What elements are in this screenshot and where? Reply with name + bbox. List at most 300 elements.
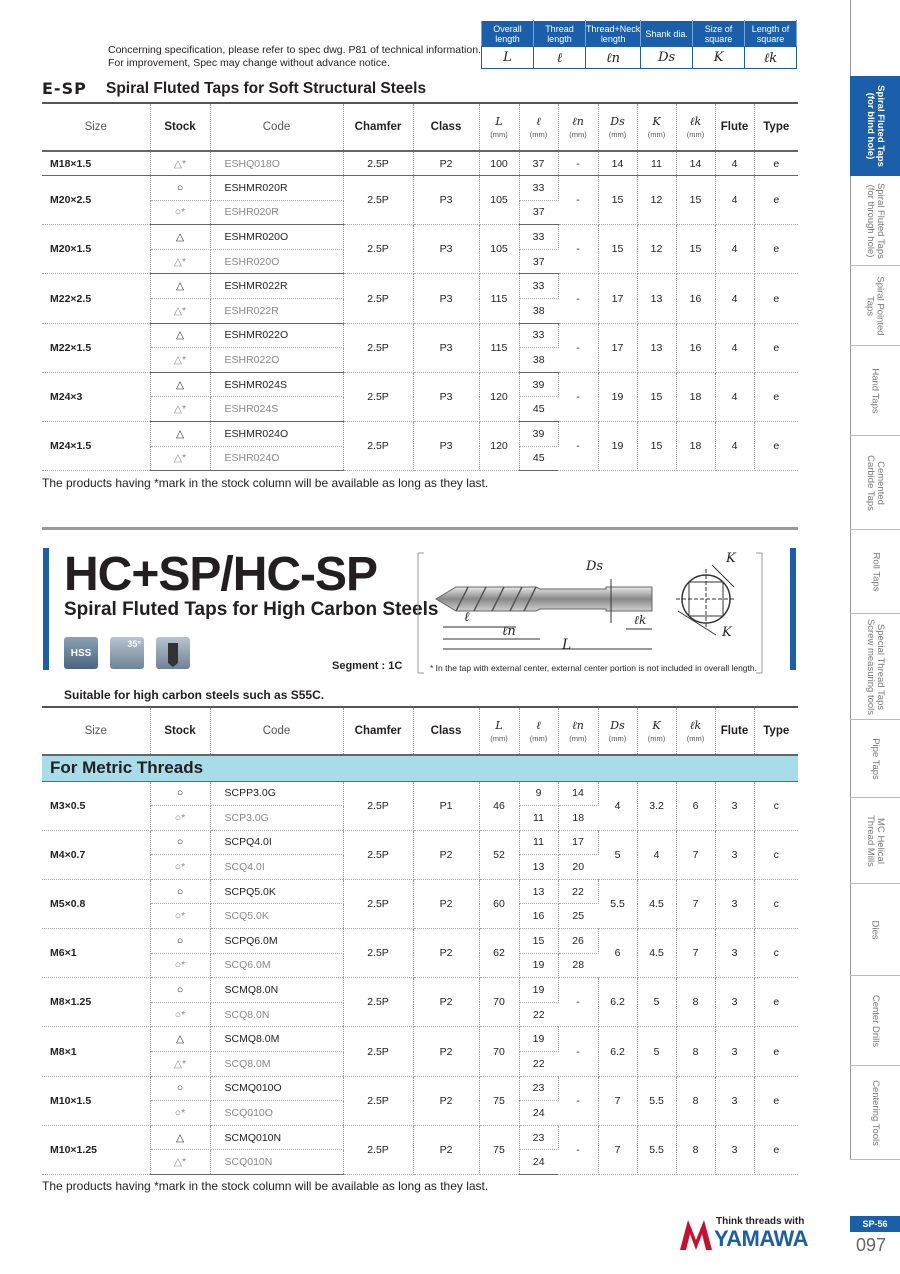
sidebar-tab-label: MC Helical Thread Mills (865, 815, 886, 867)
chamfer-cell: 2.5P (343, 1076, 413, 1125)
code-cell: ESHMR022O (210, 323, 343, 348)
thread-length-cell: 22 (519, 1052, 558, 1077)
neck-length-cell: 17 (558, 830, 598, 855)
column-code (210, 103, 343, 151)
stock-cell: ○* (150, 855, 210, 880)
sidebar-tab[interactable] (850, 798, 900, 884)
lk-cell: 14 (676, 151, 715, 176)
table-row (42, 176, 798, 201)
sidebar-tab[interactable] (850, 436, 900, 530)
legend-header: Thread length (533, 21, 585, 47)
column-stock-label: Stock (164, 121, 196, 133)
flute-cell: 4 (715, 274, 754, 323)
k-cell: 12 (637, 176, 676, 225)
flute-cell: 3 (715, 879, 754, 928)
label-lk: ℓk (634, 613, 647, 627)
L-cell: 115 (479, 274, 519, 323)
section-row (42, 755, 798, 781)
L-cell: 46 (479, 781, 519, 830)
type-cell: e (754, 176, 798, 225)
sidebar-tab[interactable] (850, 976, 900, 1066)
code-cell: ESHMR024O (210, 422, 343, 447)
thread-length-cell: 24 (519, 1101, 558, 1126)
lk-cell: 16 (676, 274, 715, 323)
k-cell: 5.5 (637, 1076, 676, 1125)
ds-cell: 5.5 (598, 879, 637, 928)
code-cell: SCMQ8.0M (210, 1027, 343, 1052)
type-cell: e (754, 1076, 798, 1125)
column-class (413, 103, 479, 151)
blind-hole-icon (156, 637, 190, 669)
stock-cell: △ (150, 274, 210, 299)
table-row (42, 1076, 798, 1101)
code-cell: SCP3.0G (210, 806, 343, 831)
table-row (42, 372, 798, 397)
thread-length-cell: 37 (519, 249, 558, 274)
class-cell: P3 (413, 372, 479, 421)
column-class-label: Class (430, 121, 462, 133)
page-number: 097 (856, 1235, 887, 1255)
column-unit: (mm) (529, 130, 548, 139)
chamfer-cell: 2.5P (343, 929, 413, 978)
column-unit: (mm) (569, 130, 587, 139)
chamfer-cell: 2.5P (343, 879, 413, 928)
column-unit: (mm) (647, 130, 666, 139)
yamawa-logo-icon (680, 1216, 712, 1250)
legend-header: Length of square (745, 21, 797, 47)
table-row (42, 830, 798, 855)
code-cell: SCPQ5.0K (210, 879, 343, 904)
stock-cell: △ (150, 422, 210, 447)
legend-symbol: ℓn (585, 47, 640, 69)
neck-length-cell: 20 (558, 855, 598, 880)
code-cell: SCMQ010O (210, 1076, 343, 1101)
thread-length-cell: 24 (519, 1150, 558, 1175)
type-cell: c (754, 781, 798, 830)
flute-cell: 4 (715, 422, 754, 471)
type-cell: c (754, 879, 798, 928)
sidebar-tab[interactable] (850, 76, 900, 176)
sidebar-tab-label: Dies (869, 920, 881, 940)
k-cell: 4.5 (637, 929, 676, 978)
ds-cell: 7 (598, 1125, 637, 1174)
thread-length-cell: 19 (519, 978, 558, 1003)
flute-cell: 4 (715, 372, 754, 421)
thread-length-cell: 37 (519, 151, 558, 176)
chamfer-cell: 2.5P (343, 978, 413, 1027)
stock-cell: ○* (150, 200, 210, 225)
chamfer-cell: 2.5P (343, 176, 413, 225)
column-unit: (mm) (490, 734, 508, 743)
size-cell: M24×3 (42, 372, 150, 421)
tap-diagram (416, 551, 764, 675)
spec-note: Concerning specification, please refer to spec dwg. P81 of technical information. For improvement, Spec may change without advance notice. (108, 44, 481, 69)
column-unit: (mm) (529, 734, 548, 743)
blind-hole-badge (156, 637, 190, 669)
column-unit: (mm) (608, 734, 627, 743)
code-cell: SCPP3.0G (210, 781, 343, 806)
code-cell: SCQ5.0K (210, 904, 343, 929)
column-ds (598, 103, 637, 151)
thread-length-cell: 23 (519, 1125, 558, 1150)
sidebar-tab-label: Pipe Taps (870, 738, 881, 780)
thread-length-cell: 11 (519, 806, 558, 831)
code-cell: ESHQ018O (210, 151, 343, 176)
column-code-label: Code (262, 725, 291, 737)
sidebar-tab[interactable] (850, 530, 900, 614)
thread-length-cell: 16 (519, 904, 558, 929)
column-ds-symbol: Ds (610, 719, 625, 732)
thread-length-cell: 13 (519, 879, 558, 904)
type-cell: e (754, 1125, 798, 1174)
flute-cell: 4 (715, 225, 754, 274)
ln-cell: - (558, 422, 598, 471)
stock-cell: ○ (150, 830, 210, 855)
code-cell: SCQ8.0M (210, 1052, 343, 1077)
column-type (754, 103, 798, 151)
neck-length-cell: - (558, 1027, 598, 1076)
hcsp-title: HC+SP/HC-SP (64, 548, 378, 601)
column-ln-symbol: ℓn (572, 719, 584, 732)
column-ln-symbol: ℓn (572, 115, 584, 128)
legend-symbol: ℓ (533, 47, 585, 69)
ds-cell: 4 (598, 781, 637, 830)
stock-cell: ○* (150, 953, 210, 978)
column-lk-symbol: ℓk (689, 115, 702, 128)
ln-cell: - (558, 372, 598, 421)
neck-length-cell: - (558, 978, 598, 1027)
class-cell: P2 (413, 879, 479, 928)
L-cell: 52 (479, 830, 519, 879)
thread-length-cell: 33 (519, 274, 558, 299)
size-cell: M3×0.5 (42, 781, 150, 830)
column-lk (676, 103, 715, 151)
table-row (42, 929, 798, 954)
tab-divider (850, 1159, 900, 1160)
column-flute (715, 103, 754, 151)
sidebar-tab[interactable] (850, 346, 900, 436)
neck-length-cell: 18 (558, 806, 598, 831)
lk-cell: 16 (676, 323, 715, 372)
hcsp-table (42, 706, 798, 1175)
code-cell: ESHR022R (210, 299, 343, 324)
stock-cell: ○ (150, 978, 210, 1003)
sidebar-tab[interactable] (850, 1066, 900, 1160)
hcsp-subtitle: Spiral Fluted Taps for High Carbon Steels (64, 599, 439, 620)
column-chamfer-label: Chamfer (354, 725, 402, 737)
segment-label: Segment : 1C (332, 660, 403, 672)
stock-cell: △* (150, 1052, 210, 1077)
ds-cell: 19 (598, 372, 637, 421)
class-cell: P2 (413, 1076, 479, 1125)
table-row (42, 1027, 798, 1052)
L-cell: 62 (479, 929, 519, 978)
thread-length-cell: 11 (519, 830, 558, 855)
stock-cell: △* (150, 446, 210, 471)
lk-cell: 18 (676, 372, 715, 421)
code-cell: ESHMR022R (210, 274, 343, 299)
lk-cell: 7 (676, 879, 715, 928)
ds-cell: 6.2 (598, 978, 637, 1027)
type-cell: e (754, 1027, 798, 1076)
thread-length-cell: 39 (519, 372, 558, 397)
accent-bar-left (43, 548, 49, 670)
column-size-label: Size (84, 725, 107, 737)
ln-cell: - (558, 323, 598, 372)
column-unit: (mm) (686, 130, 705, 139)
class-cell: P3 (413, 274, 479, 323)
label-ds: Ds (586, 559, 604, 574)
stock-cell: △* (150, 348, 210, 373)
esp-footnote: The products having *mark in the stock column will be available as long as they last. (42, 476, 489, 490)
L-cell: 120 (479, 422, 519, 471)
table-row (42, 978, 798, 1003)
column-L-symbol: L (495, 115, 503, 128)
class-cell: P2 (413, 151, 479, 176)
k-cell: 5.5 (637, 1125, 676, 1174)
code-cell: ESHR024O (210, 446, 343, 471)
thread-length-cell: 33 (519, 176, 558, 201)
flute-cell: 3 (715, 978, 754, 1027)
size-cell: M10×1.25 (42, 1125, 150, 1174)
size-cell: M18×1.5 (42, 151, 150, 176)
column-unit: (mm) (647, 734, 666, 743)
thread-length-cell: 33 (519, 225, 558, 250)
lk-cell: 8 (676, 1027, 715, 1076)
type-cell: e (754, 372, 798, 421)
type-cell: e (754, 274, 798, 323)
column-code-label: Code (262, 121, 291, 133)
column-type-label: Type (763, 121, 790, 133)
thread-length-cell: 38 (519, 299, 558, 324)
thread-length-cell: 39 (519, 422, 558, 447)
table-row (42, 781, 798, 806)
table-row (42, 151, 798, 176)
neck-length-cell: 25 (558, 904, 598, 929)
sidebar-tab[interactable] (850, 176, 900, 266)
sidebar-tab[interactable] (850, 614, 900, 720)
column-size (42, 103, 150, 151)
column-flute-label: Flute (720, 121, 749, 133)
column-unit: (mm) (569, 734, 587, 743)
column-unit: (mm) (608, 130, 627, 139)
code-cell: SCMQ010N (210, 1125, 343, 1150)
chamfer-cell: 2.5P (343, 422, 413, 471)
lk-cell: 6 (676, 781, 715, 830)
column-k-symbol: K (652, 115, 661, 128)
sidebar-tab[interactable] (850, 720, 900, 798)
esp-logo: E-SP (42, 79, 87, 98)
column-stock (150, 103, 210, 151)
lk-cell: 7 (676, 830, 715, 879)
type-cell: c (754, 830, 798, 879)
thread-length-cell: 33 (519, 323, 558, 348)
code-cell: ESHMR020R (210, 176, 343, 201)
accent-bar-right (790, 548, 796, 670)
size-cell: M22×1.5 (42, 323, 150, 372)
chamfer-cell: 2.5P (343, 225, 413, 274)
code-cell: ESHMR020O (210, 225, 343, 250)
L-cell: 75 (479, 1125, 519, 1174)
neck-length-cell: 28 (558, 953, 598, 978)
neck-length-cell: 26 (558, 929, 598, 954)
code-cell: ESHR020O (210, 249, 343, 274)
legend-header: Overall length (482, 21, 534, 47)
column-unit: (mm) (686, 734, 705, 743)
flute-cell: 3 (715, 1076, 754, 1125)
column-size (42, 707, 150, 755)
column-lk (676, 707, 715, 755)
k-cell: 3.2 (637, 781, 676, 830)
thread-length-cell: 22 (519, 1002, 558, 1027)
ln-cell: - (558, 176, 598, 225)
stock-cell: ○ (150, 1076, 210, 1101)
size-cell: M20×2.5 (42, 176, 150, 225)
legend-header: Size of square (693, 21, 745, 47)
column-ds-symbol: Ds (610, 115, 625, 128)
lk-cell: 18 (676, 422, 715, 471)
lk-cell: 7 (676, 929, 715, 978)
column-unit: (mm) (490, 130, 508, 139)
k-cell: 15 (637, 422, 676, 471)
sidebar-tab[interactable] (850, 266, 900, 346)
L-cell: 70 (479, 978, 519, 1027)
neck-length-cell: 22 (558, 879, 598, 904)
ln-cell: - (558, 151, 598, 176)
stock-cell: ○* (150, 1002, 210, 1027)
class-cell: P2 (413, 978, 479, 1027)
column-stock (150, 707, 210, 755)
sidebar-tab-label: Centering Tools (870, 1080, 881, 1146)
thread-length-cell: 9 (519, 781, 558, 806)
neck-length-cell: 14 (558, 781, 598, 806)
code-cell: SCQ4.0I (210, 855, 343, 880)
ds-cell: 14 (598, 151, 637, 176)
stock-cell: ○* (150, 904, 210, 929)
type-cell: e (754, 323, 798, 372)
ds-cell: 17 (598, 323, 637, 372)
column-l (519, 707, 558, 755)
size-cell: M6×1 (42, 929, 150, 978)
L-cell: 105 (479, 225, 519, 274)
label-l: ℓ (464, 610, 470, 625)
lk-cell: 15 (676, 176, 715, 225)
legend-symbol: Ds (641, 47, 693, 69)
class-cell: P1 (413, 781, 479, 830)
column-L-symbol: L (495, 719, 503, 732)
k-cell: 15 (637, 372, 676, 421)
flute-cell: 4 (715, 151, 754, 176)
flute-cell: 3 (715, 1027, 754, 1076)
sidebar-tab-label: Special Thread Taps Screw measuring tools (865, 618, 887, 716)
legend-header: Thread+Neck length (585, 21, 640, 47)
sidebar-tab-label: Hand Taps (870, 368, 881, 414)
stock-cell: ○ (150, 176, 210, 201)
stock-cell: △ (150, 323, 210, 348)
legend-symbol: L (482, 47, 534, 69)
stock-cell: △ (150, 225, 210, 250)
k-cell: 11 (637, 151, 676, 176)
column-L (479, 707, 519, 755)
column-stock-label: Stock (164, 725, 196, 737)
stock-cell: ○ (150, 781, 210, 806)
column-lk-symbol: ℓk (689, 719, 702, 732)
L-cell: 120 (479, 372, 519, 421)
chamfer-cell: 2.5P (343, 323, 413, 372)
table-row (42, 879, 798, 904)
thread-length-cell: 23 (519, 1076, 558, 1101)
size-cell: M10×1.5 (42, 1076, 150, 1125)
neck-length-cell: - (558, 1125, 598, 1174)
stock-cell: △* (150, 249, 210, 274)
code-cell: SCQ010O (210, 1101, 343, 1126)
column-ln (558, 103, 598, 151)
size-cell: M24×1.5 (42, 422, 150, 471)
ds-cell: 19 (598, 422, 637, 471)
size-cell: M5×0.8 (42, 879, 150, 928)
hss-badge: HSS (64, 637, 98, 669)
stock-cell: ○ (150, 929, 210, 954)
sidebar-tab[interactable] (850, 884, 900, 976)
k-cell: 4 (637, 830, 676, 879)
class-cell: P3 (413, 422, 479, 471)
class-cell: P2 (413, 929, 479, 978)
flute-cell: 3 (715, 781, 754, 830)
esp-table (42, 102, 798, 471)
legend-symbol: K (693, 47, 745, 69)
chamfer-cell: 2.5P (343, 1125, 413, 1174)
ln-cell: - (558, 225, 598, 274)
helix-angle-badge: 35° (110, 637, 144, 669)
L-cell: 70 (479, 1027, 519, 1076)
ds-cell: 6 (598, 929, 637, 978)
column-L (479, 103, 519, 151)
code-cell: ESHR020R (210, 200, 343, 225)
size-cell: M8×1 (42, 1027, 150, 1076)
code-cell: SCPQ4.0I (210, 830, 343, 855)
sidebar-tab-label: Center Drills (870, 994, 882, 1048)
ln-cell: - (558, 274, 598, 323)
column-k-symbol: K (652, 719, 661, 732)
brand-name: YAMAWA (714, 1226, 808, 1251)
section-title: For Metric Threads (42, 755, 798, 781)
ds-cell: 17 (598, 274, 637, 323)
code-cell: ESHR024S (210, 397, 343, 422)
chamfer-cell: 2.5P (343, 151, 413, 176)
stock-cell: △* (150, 1150, 210, 1175)
code-cell: SCQ6.0M (210, 953, 343, 978)
thread-length-cell: 45 (519, 397, 558, 422)
code-cell: ESHR022O (210, 348, 343, 373)
thread-length-cell: 37 (519, 200, 558, 225)
column-ds (598, 707, 637, 755)
diagram-note: * In the tap with external center, external center portion is not included in overall length. (430, 663, 757, 673)
legend-symbol: ℓk (745, 47, 797, 69)
class-cell: P2 (413, 1027, 479, 1076)
neck-length-cell: - (558, 1076, 598, 1125)
suitable-note: Suitable for high carbon steels such as S55C. (64, 688, 325, 702)
L-cell: 115 (479, 323, 519, 372)
code-cell: SCPQ6.0M (210, 929, 343, 954)
flute-cell: 3 (715, 929, 754, 978)
flute-cell: 4 (715, 176, 754, 225)
column-size-label: Size (84, 121, 107, 133)
table-row (42, 225, 798, 250)
column-code (210, 707, 343, 755)
column-l-symbol: ℓ (536, 115, 541, 128)
thread-length-cell: 13 (519, 855, 558, 880)
sidebar-tab-label: Spiral Fluted Taps (for through hole) (865, 183, 886, 259)
